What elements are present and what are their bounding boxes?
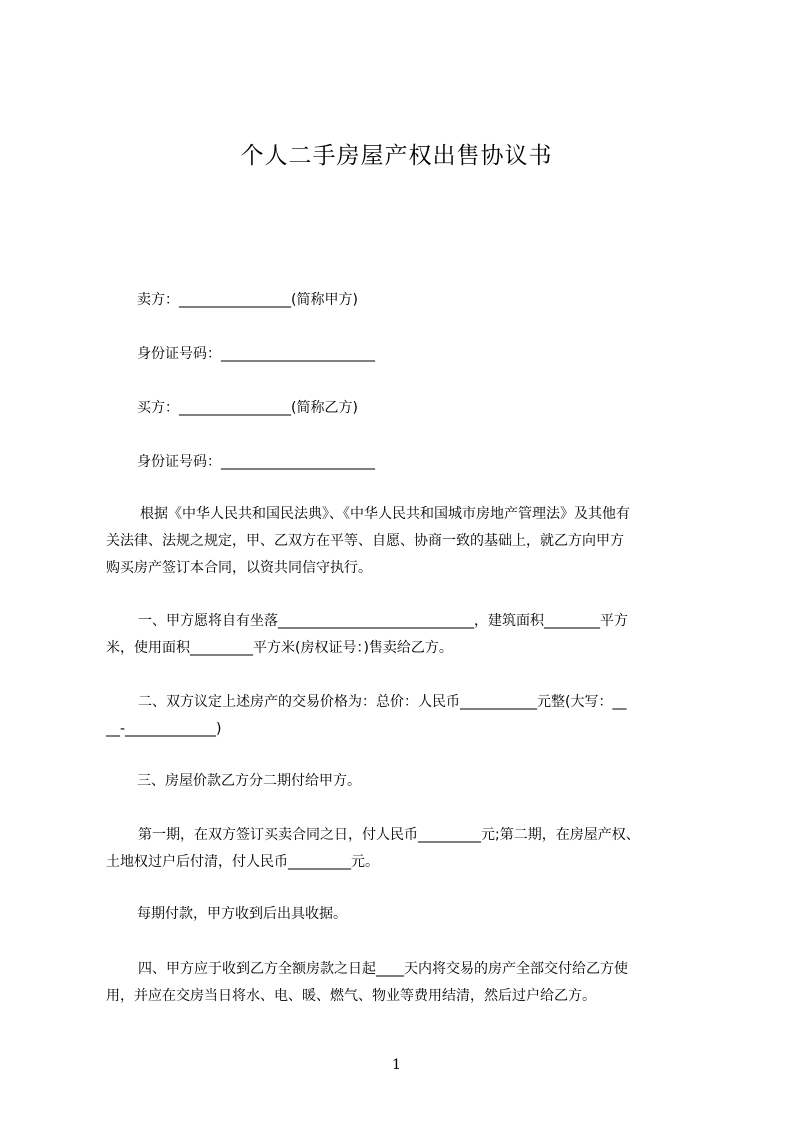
clause-1-line: 一、甲方愿将自有坐落____________________________，建筑面积________平方 — [138, 613, 628, 629]
payment-line: 第一期，在双方签订买卖合同之日，付人民币_________元;第二期，在房屋产权、 — [138, 827, 640, 843]
seller-id-line: 身份证号码：______________________ — [137, 346, 375, 362]
document-title: 个人二手房屋产权出售协议书 — [240, 143, 553, 169]
page-number: 1 — [392, 1057, 401, 1073]
preamble-paragraph — [106, 501, 706, 582]
clause-3-line: 三、房屋价款乙方分二期付给甲方。 — [137, 773, 361, 789]
preamble-line: 关法律、法规之规定，甲、乙双方在平等、自愿、协商一致的基础上，就乙方向甲方 — [106, 533, 624, 549]
clause-2-line: __-_____________) — [106, 721, 222, 737]
payment-paragraph — [106, 822, 706, 876]
preamble-line: 购买房产签订本合同，以资共同信守执行。 — [106, 560, 372, 576]
clause-1-paragraph — [106, 608, 706, 662]
receipt-note: 每期付款，甲方收到后出具收据。 — [137, 906, 347, 922]
clause-4-paragraph — [106, 956, 706, 1010]
buyer-line: 买方：________________(简称乙方) — [137, 400, 358, 416]
clause-4-line: 四、甲方应于收到乙方全额房款之日起____天内将交易的房产全部交付给乙方使 — [138, 961, 628, 977]
preamble-line: 根据《中华人民共和国民法典》、《中华人民共和国城市房地产管理法》及其他有 — [140, 506, 630, 522]
buyer-id-line: 身份证号码：______________________ — [137, 454, 375, 470]
clause-4-line: 用，并应在交房当日将水、电、暖、燃气、物业等费用结清，然后过户给乙方。 — [106, 988, 596, 1004]
clause-1-line: 米，使用面积_________平方米(房权证号：)售卖给乙方。 — [106, 640, 453, 656]
clause-2-paragraph — [106, 689, 706, 743]
clause-2-line: 二、双方议定上述房产的交易价格为：总价：人民币___________元整(大写：__ — [138, 694, 627, 710]
seller-line: 卖方：________________(简称甲方) — [137, 292, 358, 308]
payment-line: 土地权过户后付清，付人民币_________元。 — [106, 854, 379, 870]
